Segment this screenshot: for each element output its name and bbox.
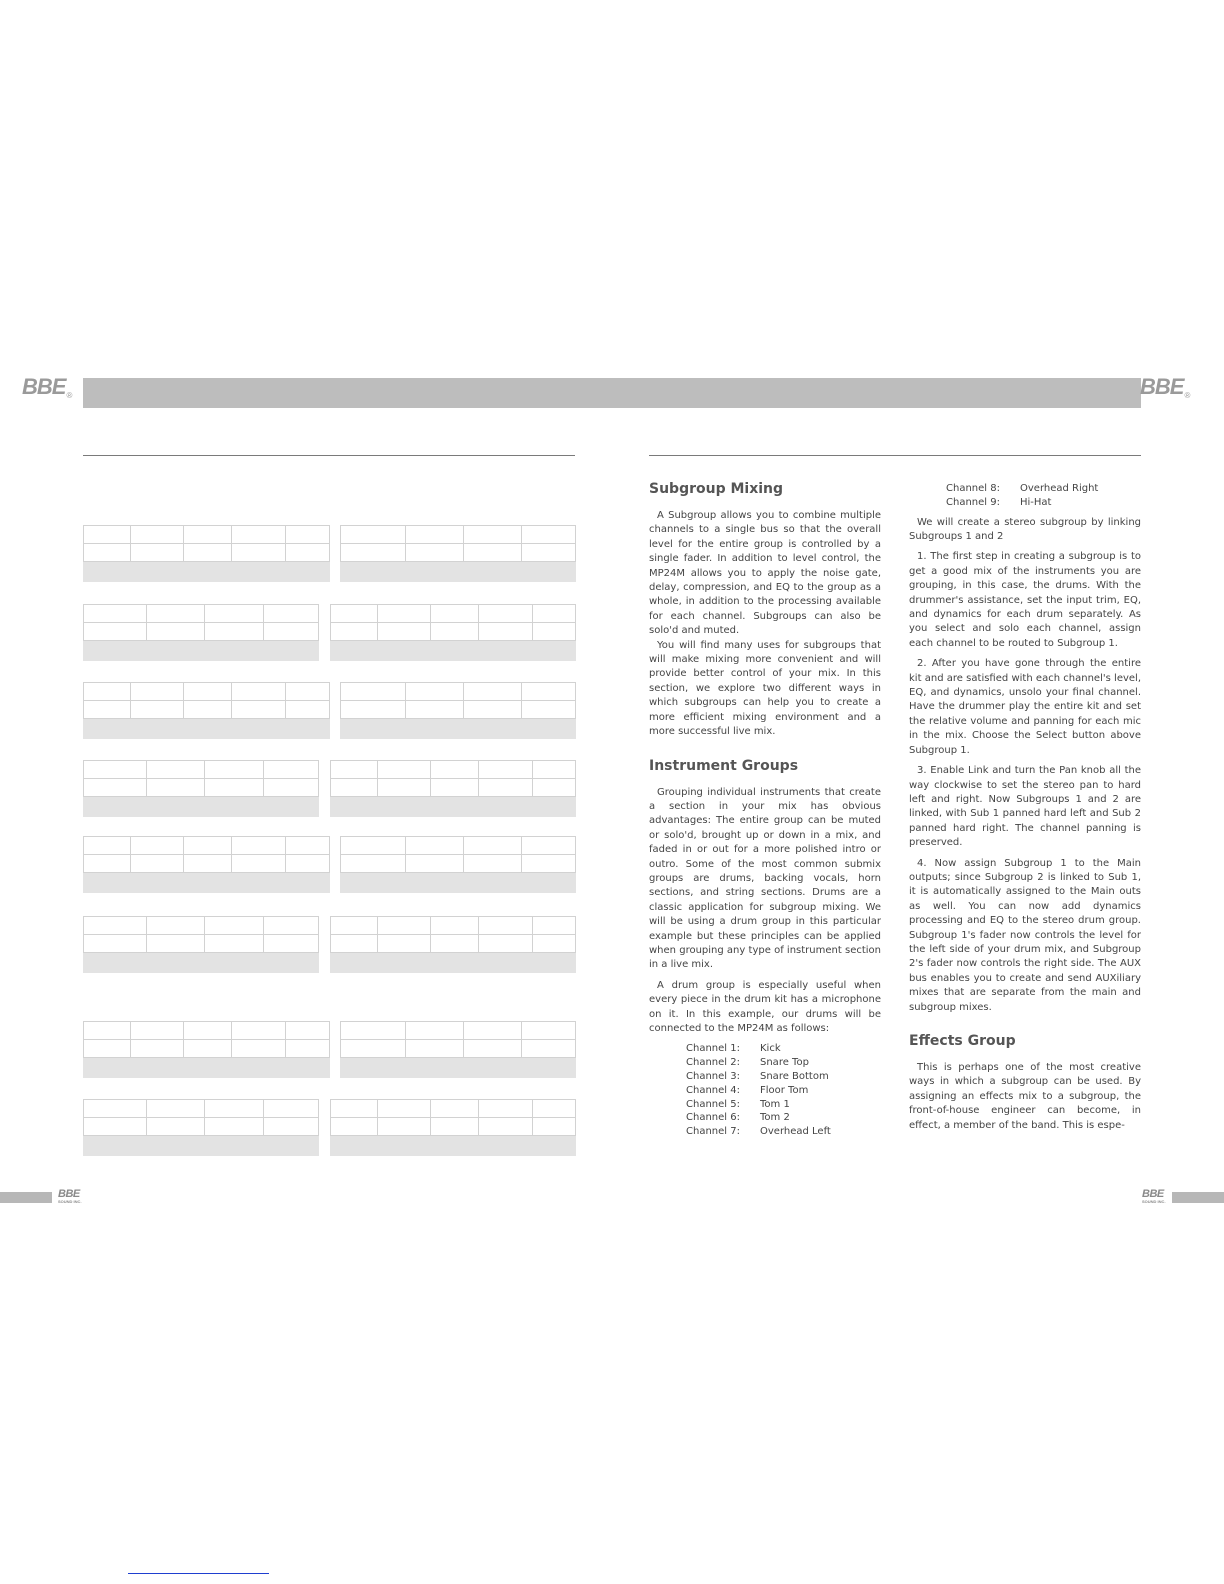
channel-row: Channel 4: Floor Tom: [686, 1084, 809, 1096]
channel-list: [686, 1042, 881, 1139]
channel-row: Channel 9: Hi-Hat: [946, 496, 1052, 508]
table-cell: [84, 1040, 131, 1058]
table-cell: [264, 1100, 319, 1118]
table-cell: [341, 855, 406, 873]
table-cell: [264, 1118, 319, 1136]
article-column-2: [909, 482, 1141, 1133]
table-cell: [406, 1040, 464, 1058]
table-cell: [84, 1118, 147, 1136]
table-cell: [378, 1100, 431, 1118]
table-cell: [431, 605, 479, 623]
table-shaded-cell: [84, 1058, 330, 1078]
table-cell: [533, 1100, 576, 1118]
table-cell: [479, 1118, 533, 1136]
paragraph: Grouping individual instruments that create a section in your mix has obvious advantages: The entire group can be muted or solo'd, brought up or down in a mix, and faded in or out for a more polished intro or outro. Some of the most common submix groups are drums, backing vocals, horn sections, and string sections. Drums are a classic application for subgroup mixing. We will be using a drum group in this particular example but these principles can be applied when grouping any type of instrument section in a live mix.: [649, 786, 881, 971]
table-cell: [147, 779, 205, 797]
table-cell: [378, 935, 431, 953]
table-cell: [84, 935, 147, 953]
table-cell: [232, 701, 286, 719]
table-cell: [522, 1040, 576, 1058]
table-cell: [84, 917, 147, 935]
table-shaded-cell: [84, 719, 330, 739]
table-cell: [406, 544, 464, 562]
bbe-logo-right: BBE®: [1140, 374, 1190, 400]
table-shaded-cell: [341, 562, 576, 582]
table-cell: [431, 761, 479, 779]
table-cell: [341, 1022, 406, 1040]
table-shaded-cell: [84, 873, 330, 893]
table-cell: [341, 683, 406, 701]
blank-grid-table: [340, 682, 576, 739]
table-cell: [286, 1040, 330, 1058]
table-cell: [205, 1100, 264, 1118]
channel-row: Channel 8: Overhead Right: [946, 483, 1099, 494]
table-cell: [131, 526, 184, 544]
table-shaded-cell: [341, 873, 576, 893]
table-cell: [431, 779, 479, 797]
blank-grid-table: [83, 916, 319, 973]
table-cell: [406, 683, 464, 701]
table-cell: [464, 701, 522, 719]
bbe-logo-left: BBE®: [22, 374, 72, 400]
paragraph: We will create a stereo subgroup by linking Subgroups 1 and 2: [909, 516, 1141, 542]
table-cell: [286, 526, 330, 544]
table-cell: [205, 917, 264, 935]
blank-grid-table: [330, 604, 576, 661]
table-cell: [84, 701, 131, 719]
table-cell: [147, 761, 205, 779]
table-cell: [331, 779, 378, 797]
table-cell: [131, 855, 184, 873]
table-cell: [464, 1040, 522, 1058]
table-cell: [147, 1100, 205, 1118]
table-cell: [331, 623, 378, 641]
channel-row: Channel 5: Tom 1: [686, 1098, 790, 1110]
table-shaded-cell: [84, 562, 330, 582]
table-cell: [431, 623, 479, 641]
table-cell: [331, 935, 378, 953]
header-bar: [83, 378, 1141, 408]
table-cell: [331, 761, 378, 779]
table-cell: [84, 761, 147, 779]
table-cell: [286, 701, 330, 719]
table-cell: [533, 935, 576, 953]
table-shaded-cell: [84, 641, 319, 661]
table-cell: [131, 837, 184, 855]
table-cell: [84, 1100, 147, 1118]
heading-effects-group: Effects Group: [909, 1033, 1016, 1049]
table-cell: [264, 761, 319, 779]
table-cell: [205, 605, 264, 623]
blank-grid-table: [83, 682, 330, 739]
table-cell: [286, 855, 330, 873]
table-shaded-cell: [331, 953, 576, 973]
table-cell: [331, 605, 378, 623]
table-cell: [522, 1022, 576, 1040]
channel-row: Channel 2: Snare Top: [686, 1057, 809, 1069]
table-cell: [84, 837, 131, 855]
table-cell: [533, 1118, 576, 1136]
footer-bar-left: [0, 1192, 52, 1203]
table-cell: [341, 544, 406, 562]
table-cell: [84, 526, 131, 544]
step-4: 4. Now assign Subgroup 1 to the Main outputs; since Subgroup 2 is linked to Sub 1, it is automatically assigned to the Main outs as well. You can now add dynamics processing and EQ to the stereo drum group. Subgroup 1's fader now controls the level for the left side of your drum mix, and Subgroup 2's fader now controls the right side. The AUX bus enables you to create and send AUXiliary mixes that are separate from the main and subgroup mixes.: [909, 857, 1141, 1013]
paragraph: You will find many uses for subgroups that will make mixing more convenient and will provide better control of your mix. In this section, we explore two different ways in which subgroups can help you to create a more efficient mixing environment and a more successful live mix.: [649, 639, 881, 738]
table-cell: [406, 701, 464, 719]
table-cell: [131, 683, 184, 701]
table-cell: [464, 1022, 522, 1040]
table-cell: [184, 1040, 232, 1058]
table-cell: [406, 837, 464, 855]
paragraph: A drum group is especially useful when every piece in the drum kit has a microphone on it. In this example, our drums will be connected to the MP24M as follows:: [649, 979, 881, 1034]
table-cell: [341, 526, 406, 544]
step-2: 2. After you have gone through the entire kit and are satisfied with each channel's level, EQ, and dynamics, unsolo your final channel. Have the drummer play the entire kit and set the relative volume and panning for each mic in the mix. Choose the Select button above Subgroup 1.: [909, 658, 1141, 756]
table-cell: [431, 1118, 479, 1136]
table-cell: [232, 526, 286, 544]
table-cell: [479, 779, 533, 797]
table-cell: [232, 837, 286, 855]
footer-bar-right: [1172, 1192, 1224, 1203]
table-cell: [406, 1022, 464, 1040]
table-cell: [147, 917, 205, 935]
blank-grid-table: [83, 836, 330, 893]
footer-logo-left: BBE SOUND INC.: [58, 1188, 82, 1204]
table-cell: [84, 683, 131, 701]
table-cell: [184, 526, 232, 544]
table-cell: [184, 683, 232, 701]
blank-grid-table: [330, 1099, 576, 1156]
table-cell: [464, 683, 522, 701]
footer-logo-right: BBE SOUND INC.: [1142, 1188, 1166, 1204]
channel-row: Channel 1: Kick: [686, 1043, 781, 1055]
table-cell: [147, 935, 205, 953]
table-cell: [232, 855, 286, 873]
table-cell: [431, 917, 479, 935]
table-cell: [464, 526, 522, 544]
heading-instrument-groups: Instrument Groups: [649, 757, 799, 774]
table-cell: [264, 605, 319, 623]
blank-grid-table: [340, 525, 576, 582]
table-cell: [533, 623, 576, 641]
table-cell: [84, 544, 131, 562]
table-cell: [479, 605, 533, 623]
table-cell: [286, 1022, 330, 1040]
table-cell: [205, 623, 264, 641]
table-cell: [522, 837, 576, 855]
table-cell: [184, 1022, 232, 1040]
table-cell: [84, 623, 147, 641]
table-cell: [479, 761, 533, 779]
table-cell: [479, 917, 533, 935]
table-cell: [378, 1118, 431, 1136]
table-cell: [264, 779, 319, 797]
table-cell: [131, 701, 184, 719]
article-column-1: [649, 480, 881, 1139]
table-cell: [232, 683, 286, 701]
channel-row: Channel 7: Overhead Left: [686, 1126, 831, 1138]
right-page-rule: [649, 455, 1141, 456]
table-cell: [464, 837, 522, 855]
table-cell: [464, 855, 522, 873]
table-cell: [84, 855, 131, 873]
table-cell: [264, 917, 319, 935]
channel-list-continued: [946, 482, 1141, 510]
table-cell: [522, 855, 576, 873]
table-cell: [479, 623, 533, 641]
table-cell: [378, 605, 431, 623]
table-shaded-cell: [341, 1058, 576, 1078]
table-cell: [341, 837, 406, 855]
table-cell: [205, 1118, 264, 1136]
table-cell: [147, 623, 205, 641]
heading-subgroup-mixing: Subgroup Mixing: [649, 481, 784, 497]
table-cell: [533, 605, 576, 623]
table-cell: [184, 855, 232, 873]
table-cell: [147, 605, 205, 623]
table-cell: [264, 935, 319, 953]
table-cell: [522, 683, 576, 701]
table-cell: [331, 917, 378, 935]
table-cell: [522, 544, 576, 562]
step-1: 1. The first step in creating a subgroup is to get a good mix of the instruments you are grouping, in this case, the drums. With the drummer's assistance, set the input trim, EQ, and dynamics for each drum separately. As you select and solo each channel, assign each channel to be routed to Subgroup 1.: [909, 551, 1141, 649]
table-cell: [431, 1100, 479, 1118]
table-cell: [331, 1118, 378, 1136]
table-cell: [131, 1022, 184, 1040]
table-cell: [341, 701, 406, 719]
blank-grid-table: [330, 760, 576, 817]
channel-row: Channel 3: Snare Bottom: [686, 1071, 829, 1082]
blank-grid-table: [340, 1021, 576, 1078]
table-cell: [84, 779, 147, 797]
blank-grid-table: [340, 836, 576, 893]
table-cell: [479, 1100, 533, 1118]
blank-grid-table: [83, 525, 330, 582]
table-cell: [341, 1040, 406, 1058]
table-cell: [286, 837, 330, 855]
table-cell: [522, 701, 576, 719]
table-shaded-cell: [84, 953, 319, 973]
table-cell: [184, 837, 232, 855]
table-cell: [479, 935, 533, 953]
table-cell: [522, 526, 576, 544]
table-cell: [205, 935, 264, 953]
channel-row: Channel 6: Tom 2: [686, 1112, 790, 1124]
hyperlink-underline[interactable]: [128, 1573, 269, 1574]
paragraph: This is perhaps one of the most creative ways in which a subgroup can be used. By assigning an effects mix to a subgroup, the front-of-house engineer can become, in effect, a member of the band. This is espe-: [909, 1062, 1141, 1131]
left-page-rule: [83, 455, 575, 456]
table-cell: [406, 855, 464, 873]
table-shaded-cell: [331, 797, 576, 817]
table-cell: [533, 917, 576, 935]
table-cell: [286, 544, 330, 562]
step-3: 3. Enable Link and turn the Pan knob all the way clockwise to set the stereo pan to hard left and right. Now Subgroups 1 and 2 are linked, with Sub 1 panned hard left and Sub 2 panned hard right. The channel panning is preserved.: [909, 765, 1141, 849]
table-cell: [232, 544, 286, 562]
table-shaded-cell: [341, 719, 576, 739]
table-shaded-cell: [84, 797, 319, 817]
table-shaded-cell: [84, 1136, 319, 1156]
table-cell: [84, 605, 147, 623]
table-shaded-cell: [331, 641, 576, 661]
table-cell: [184, 544, 232, 562]
table-cell: [331, 1100, 378, 1118]
table-cell: [84, 1022, 131, 1040]
table-cell: [232, 1040, 286, 1058]
table-shaded-cell: [331, 1136, 576, 1156]
blank-grid-table: [83, 604, 319, 661]
table-cell: [533, 761, 576, 779]
table-cell: [378, 779, 431, 797]
table-cell: [205, 779, 264, 797]
table-cell: [464, 544, 522, 562]
paragraph: A Subgroup allows you to combine multiple channels to a single bus so that the overall level for the entire group is controlled by a single fader. In addition to level control, the MP24M allows you to apply the noise gate, delay, compression, and EQ to the group as a whole, in addition to the processing available for each channel. Subgroups can also be solo'd and muted.: [649, 510, 881, 637]
blank-grid-table: [83, 1099, 319, 1156]
blank-grid-table: [83, 760, 319, 817]
table-cell: [378, 917, 431, 935]
table-cell: [131, 1040, 184, 1058]
blank-grid-table: [330, 916, 576, 973]
table-cell: [184, 701, 232, 719]
table-cell: [533, 779, 576, 797]
table-cell: [431, 935, 479, 953]
table-cell: [378, 623, 431, 641]
table-cell: [147, 1118, 205, 1136]
table-cell: [131, 544, 184, 562]
table-cell: [232, 1022, 286, 1040]
table-cell: [406, 526, 464, 544]
table-cell: [378, 761, 431, 779]
table-cell: [264, 623, 319, 641]
table-cell: [205, 761, 264, 779]
table-cell: [286, 683, 330, 701]
blank-grid-table: [83, 1021, 330, 1078]
